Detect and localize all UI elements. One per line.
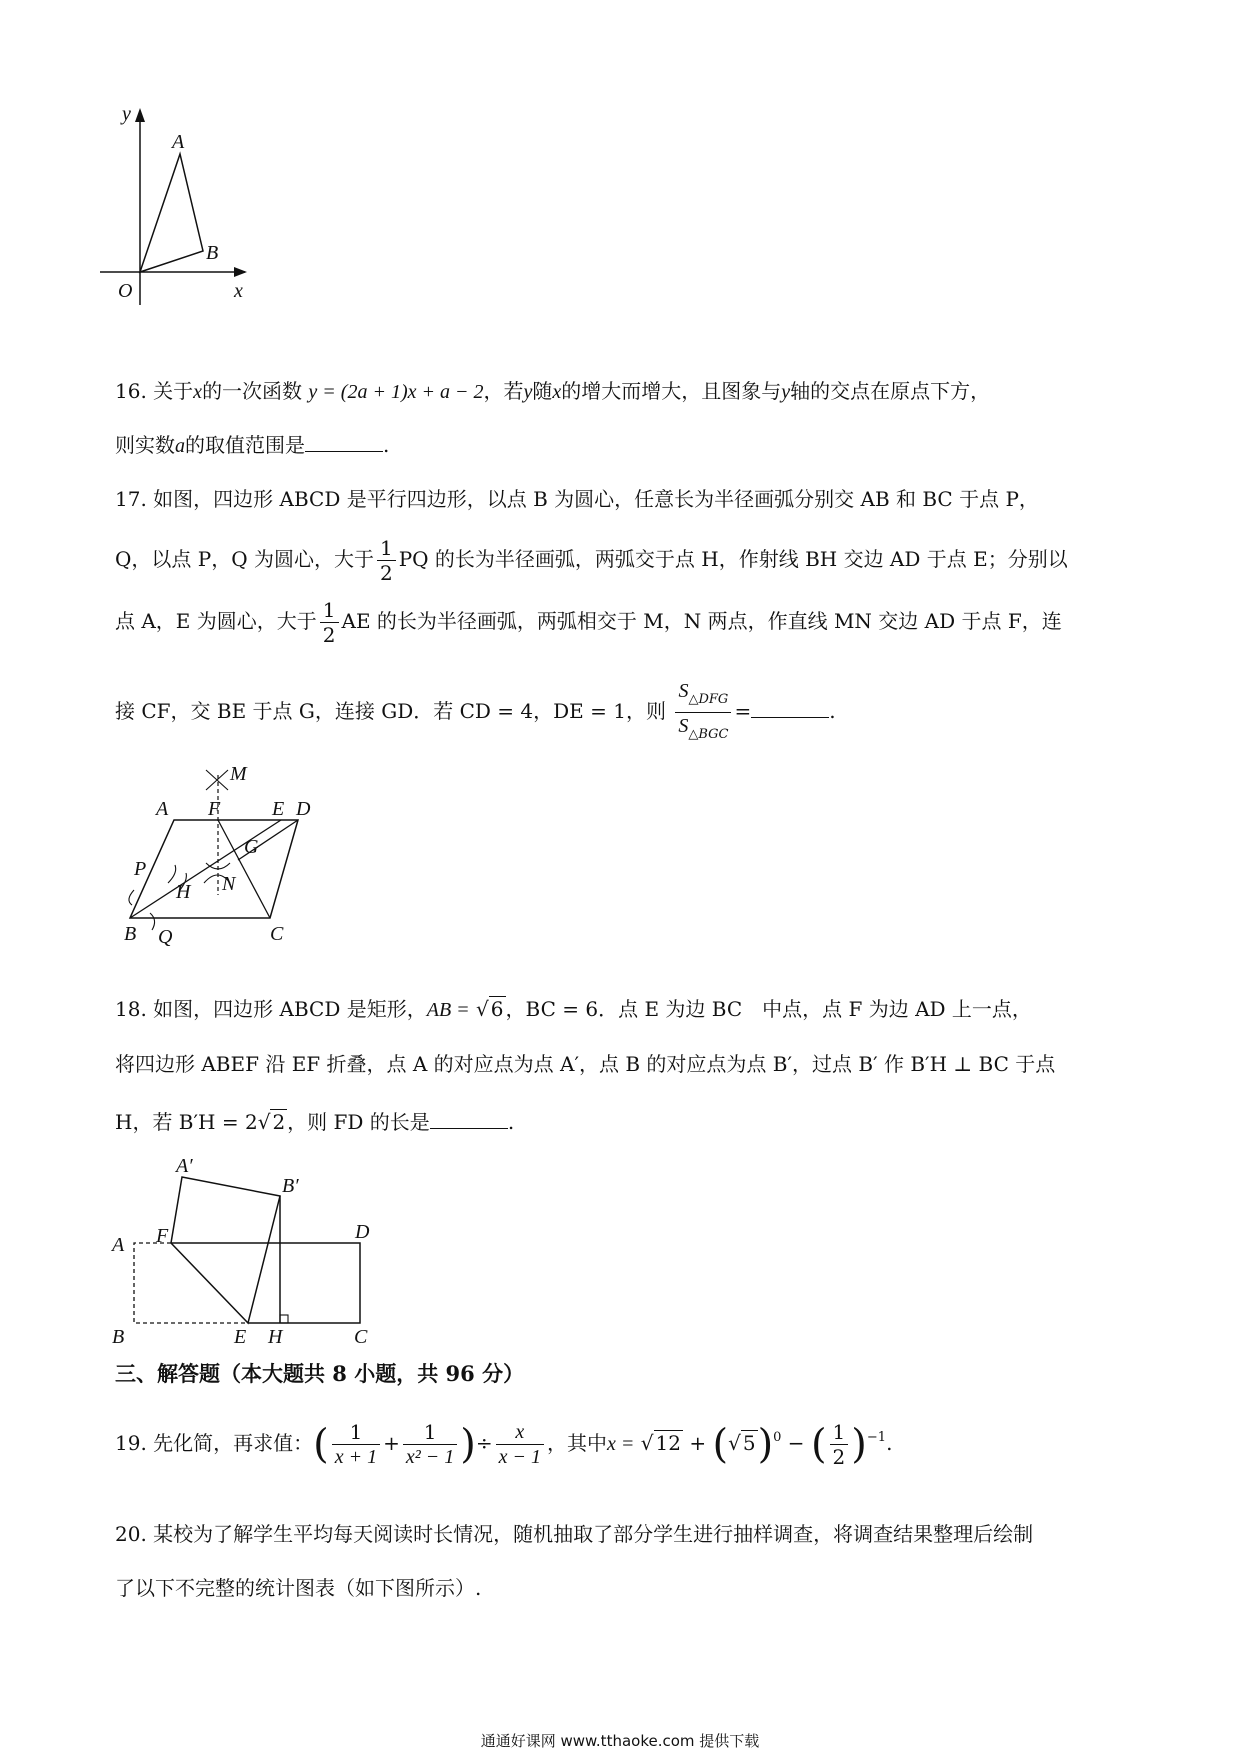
- label-a: A: [112, 1234, 125, 1256]
- label-d: D: [296, 798, 311, 820]
- right-angle-mark: [280, 1315, 288, 1323]
- arc-q: [150, 913, 155, 930]
- segment-cf: [218, 820, 270, 918]
- folded-quad: [171, 1177, 280, 1323]
- label-d: D: [355, 1221, 370, 1243]
- label-b: B: [124, 923, 137, 945]
- answer-blank: [305, 431, 383, 452]
- label-m: M: [230, 763, 247, 785]
- page-footer: 通通好课网 www.tthaoke.com 提供下载: [480, 1732, 760, 1750]
- q18-line-3: H，若 B′H = 2√ 2 ，则 FD 的长是 .: [115, 1110, 515, 1134]
- q17-line-1: 17. 如图，四边形 ABCD 是平行四边形，以点 B 为圆心，任意长为半径画弧分别交 AB 和 BC 于点 P，: [115, 487, 1039, 511]
- label-h: H: [176, 881, 191, 903]
- label-e: E: [272, 798, 285, 820]
- answer-blank: [751, 697, 829, 718]
- label-f: F: [208, 798, 221, 820]
- q16-function: y = (2a + 1)x + a − 2: [308, 381, 484, 403]
- label-y: y: [122, 103, 131, 125]
- parallelogram-abcd: [130, 820, 298, 918]
- label-a-prime: A′: [176, 1155, 193, 1177]
- q18-line-1: 18. 如图，四边形 ABCD 是矩形，AB = √ 6 ，BC = 6．点 E 为边 BC 中点，点 F 为边 AD 上一点，: [115, 997, 1032, 1021]
- fraction-x-over-x-minus-1: $\frac{x}{x - 1}$: [496, 1420, 544, 1469]
- arc-p: [129, 890, 134, 905]
- x-axis-arrow-icon: [234, 267, 247, 277]
- q20-line-1: 20. 某校为了解学生平均每天阅读时长情况，随机抽取了部分学生进行抽样调查，将调查结果整理后绘制: [115, 1522, 1034, 1546]
- fraction-one-half: $\frac{1}{2}$: [377, 536, 396, 585]
- label-h: H: [268, 1326, 283, 1345]
- q19-line: 19. 先化简，再求值：( $\frac{1}{x + 1}$ + $\frac{1}{\text{x² − 1}}$ )÷ $\frac{x}{x - 1}$ ，其中x = √ 12 + (√ 5)$^0$ − ( $\frac{1}{2}$ )$^{-1}$.: [115, 1420, 893, 1469]
- dashed-original-abef: [134, 1243, 248, 1323]
- q20-line-2: 了以下不完整的统计图表（如下图所示）.: [115, 1576, 482, 1600]
- label-p: P: [134, 858, 147, 880]
- label-a: A: [156, 798, 169, 820]
- q16-line-1: 16. 关于x的一次函数 y = (2a + 1)x + a − 2，若y随x的增大而增大，且图象与y轴的交点在原点下方，: [115, 379, 991, 403]
- label-o: O: [118, 280, 133, 302]
- label-c: C: [354, 1326, 368, 1345]
- triangle-oab: [140, 154, 203, 272]
- label-c: C: [270, 923, 284, 945]
- label-e: E: [234, 1326, 247, 1345]
- label-b: B: [206, 242, 219, 264]
- q18-line-2: 将四边形 ABEF 沿 EF 折叠，点 A 的对应点为点 A′，点 B 的对应点为点 B′，过点 B′ 作 B′H ⊥ BC 于点: [115, 1052, 1056, 1076]
- label-b-prime: B′: [282, 1175, 299, 1197]
- fraction-1-over-x-plus-1: $\frac{1}{x + 1}$: [332, 1420, 380, 1469]
- q17-line-4: 接 CF，交 BE 于点 G，连接 GD．若 CD = 4，DE = 1，则 $\frac{S_{\triangle DFG}}{S_{\triangle BGC}}$ = .: [115, 678, 836, 747]
- label-b: B: [112, 1326, 125, 1345]
- fraction-1-over-x2-minus-1: $\frac{1}{\text{x² − 1}}$: [403, 1420, 457, 1469]
- label-n: N: [222, 873, 236, 895]
- answer-blank: [430, 1108, 508, 1129]
- figure-folded-rectangle: [110, 1155, 380, 1345]
- label-g: G: [244, 836, 259, 858]
- label-a: A: [172, 131, 185, 153]
- fraction-one-half: $\frac{1}{2}$: [320, 598, 339, 647]
- q17-line-3: 点 A，E 为圆心，大于 $\frac{1}{2}$ AE 的长为半径画弧，两弧相交于 M，N 两点，作直线 MN 交边 AD 于点 F，连: [115, 598, 1062, 647]
- label-x: x: [234, 280, 243, 302]
- arc-m: [206, 770, 228, 790]
- figure-parallelogram: [120, 755, 340, 950]
- q16-line-2: 则实数a的取值范围是 .: [115, 433, 390, 457]
- section-heading: 三、解答题（本大题共 8 小题，共 96 分）: [115, 1361, 525, 1386]
- y-axis-arrow-icon: [135, 108, 145, 122]
- label-q: Q: [158, 926, 173, 948]
- fraction-one-half: $\frac{1}{2}$: [830, 1420, 849, 1469]
- area-ratio-fraction: $\frac{S_{\triangle DFG}}{S_{\triangle BGC}}$: [675, 678, 731, 747]
- label-f: F: [156, 1225, 169, 1247]
- figure-triangle-oab: [100, 100, 280, 340]
- q17-line-2: Q，以点 P，Q 为圆心，大于 $\frac{1}{2}$ PQ 的长为半径画弧，两弧交于点 H，作射线 BH 交边 AD 于点 E；分别以: [115, 536, 1068, 585]
